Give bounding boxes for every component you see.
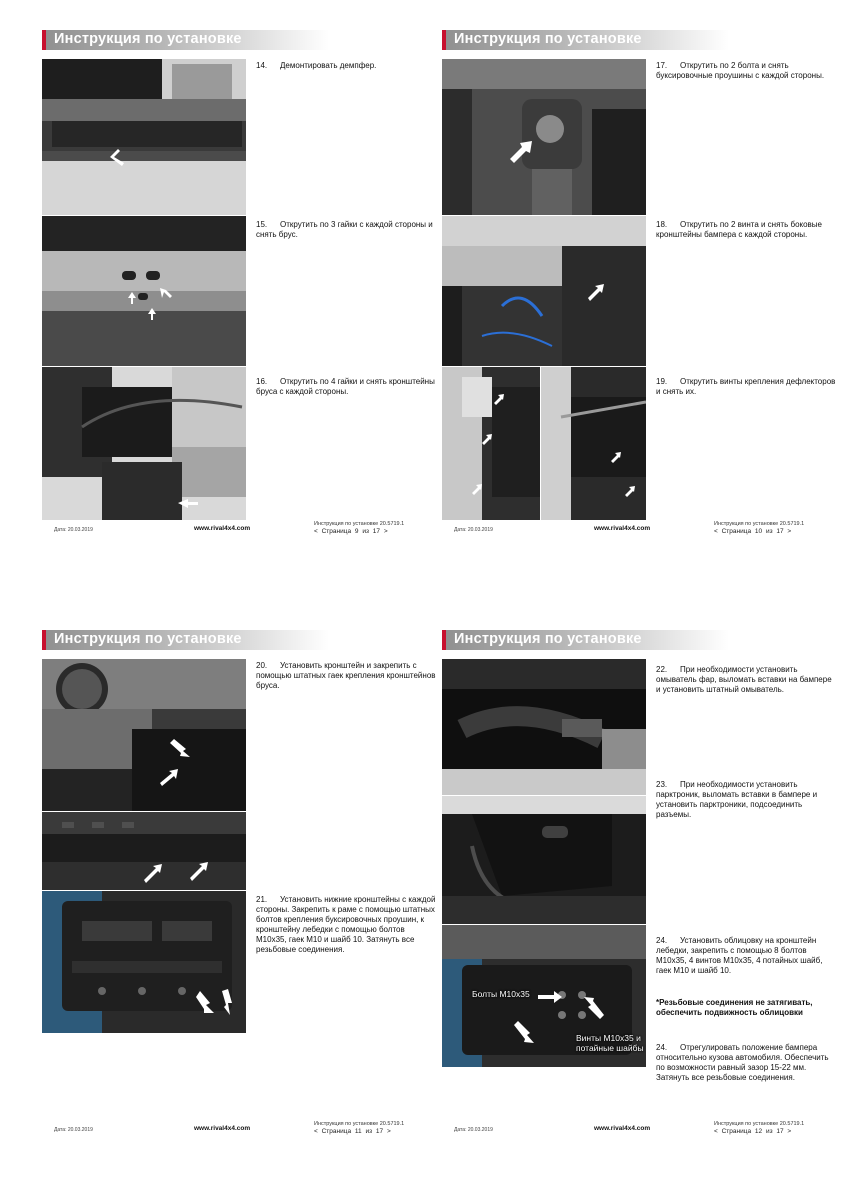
step-19: 19. Открутить винты крепления дефлекторов и снять их. (656, 377, 836, 396)
page-number: 11 (354, 1128, 362, 1135)
page-number: 10 (754, 528, 763, 535)
step-22: 22. При необходимости установить омыватель фар, выломать вставки на бампере и установить штатный омыватель. (656, 665, 832, 694)
photo-step-23 (442, 796, 646, 924)
photo-step-18 (442, 216, 646, 366)
page-header (42, 630, 329, 650)
footer-page-counter: < Страница 12 из 17 > (714, 1128, 792, 1135)
photo-step-17 (442, 59, 646, 215)
photo-step-14 (42, 59, 246, 215)
step-23: 23. При необходимости установить парктроник, выломать вставки в бампере и установить парктроники, подсоединить разъемы. (656, 780, 818, 819)
page-footer (442, 1120, 842, 1140)
header-title: Инструкция по установке (54, 31, 242, 47)
photo-label-screws-1: Винты М10х35 и (576, 1033, 641, 1043)
page-footer (442, 520, 842, 540)
page-header (42, 30, 329, 50)
footer-date: Дата: 20.03.2019 (454, 527, 493, 533)
page-number: 12 (754, 1128, 763, 1135)
step-18: 18. Открутить по 2 винта и снять боковые кронштейны бампера с каждой стороны. (656, 220, 823, 239)
step-14: 14. Демонтировать демпфер. (256, 61, 377, 70)
header-title: Инструкция по установке (54, 631, 242, 647)
page-number: 9 (354, 528, 359, 535)
footer-page-counter: < Страница 11 из 17 > (314, 1128, 391, 1135)
footer-doc-id: Инструкция по установке 20.5719.1 (314, 521, 405, 527)
footer-site: www.rival4x4.com (594, 525, 651, 532)
footer-site: www.rival4x4.com (594, 1125, 651, 1132)
step-24-adjust: 24. Отрегулировать положение бампера относительно кузова автомобиля. Обеспечить по возможности равный зазор 15-22 мм. Затянуть все резьбовые соединения. (656, 1043, 829, 1082)
photo-step-16 (42, 367, 246, 520)
page-9 (42, 30, 442, 590)
photo-step-15 (42, 216, 246, 366)
photo-step-20b (42, 812, 246, 890)
photo-step-19a (442, 367, 540, 520)
header-title: Инструкция по установке (454, 631, 642, 647)
header-accent-bar (42, 30, 46, 50)
header-accent-bar (42, 630, 46, 650)
page-footer (42, 520, 442, 540)
page-10 (442, 30, 842, 590)
footer-page-counter: < Страница 10 из 17 > (714, 528, 792, 535)
warning-note: *Резьбовые соединения не затягивать, обеспечить подвижность облицовки (656, 998, 813, 1017)
footer-doc-id: Инструкция по установке 20.5719.1 (714, 1121, 805, 1127)
step-17: 17. Открутить по 2 болта и снять буксировочные проушины с каждой стороны. (656, 61, 825, 80)
photo-step-22 (442, 659, 646, 795)
footer-site: www.rival4x4.com (194, 1125, 251, 1132)
photo-step-19b (541, 367, 646, 520)
header-accent-bar (442, 30, 446, 50)
page-header (442, 630, 729, 650)
footer-doc-id: Инструкция по установке 20.5719.1 (314, 1121, 405, 1127)
page-footer (42, 1120, 442, 1140)
photo-label-screws-2: потайные шайбы (576, 1043, 644, 1053)
footer-doc-id: Инструкция по установке 20.5719.1 (714, 521, 805, 527)
page-11 (42, 630, 442, 1190)
footer-page-counter: < Страница 9 из 17 > (314, 528, 388, 535)
header-accent-bar (442, 630, 446, 650)
page-12 (442, 630, 842, 1190)
step-16: 16. Открутить по 4 гайки и снять кронштейны бруса с каждой стороны. (256, 377, 435, 396)
photo-step-21 (42, 891, 246, 1033)
footer-date: Дата: 20.03.2019 (54, 527, 93, 533)
step-15: 15. Открутить по 3 гайки с каждой стороны и снять брус. (256, 220, 433, 239)
header-title: Инструкция по установке (454, 31, 642, 47)
page-header (442, 30, 729, 50)
footer-site: www.rival4x4.com (194, 525, 251, 532)
photo-step-24 (442, 925, 646, 1067)
footer-date: Дата: 20.03.2019 (454, 1127, 493, 1133)
step-21: 21. Установить нижние кронштейны с каждой стороны. Закрепить к раме с помощью штатных болтов крепления буксировочных проушин, к кронштейну лебедки с помощью болтов М10х35, гаек М10 и шайб 10. Затянуть все резьбовые соединения. (256, 895, 436, 954)
photo-step-20a (42, 659, 246, 811)
photo-label-bolts: Болты М10х35 (472, 989, 530, 999)
footer-date: Дата: 20.03.2019 (54, 1127, 93, 1133)
step-20: 20. Установить кронштейн и закрепить с помощью штатных гаек крепления кронштейнов бруса. (256, 661, 436, 690)
step-24: 24. Установить облицовку на кронштейн лебедки, закрепить с помощью 8 болтов М10х35, 4 винтов М10х35, 4 потайных шайб, гаек М10 и шайб 10. (656, 936, 823, 975)
